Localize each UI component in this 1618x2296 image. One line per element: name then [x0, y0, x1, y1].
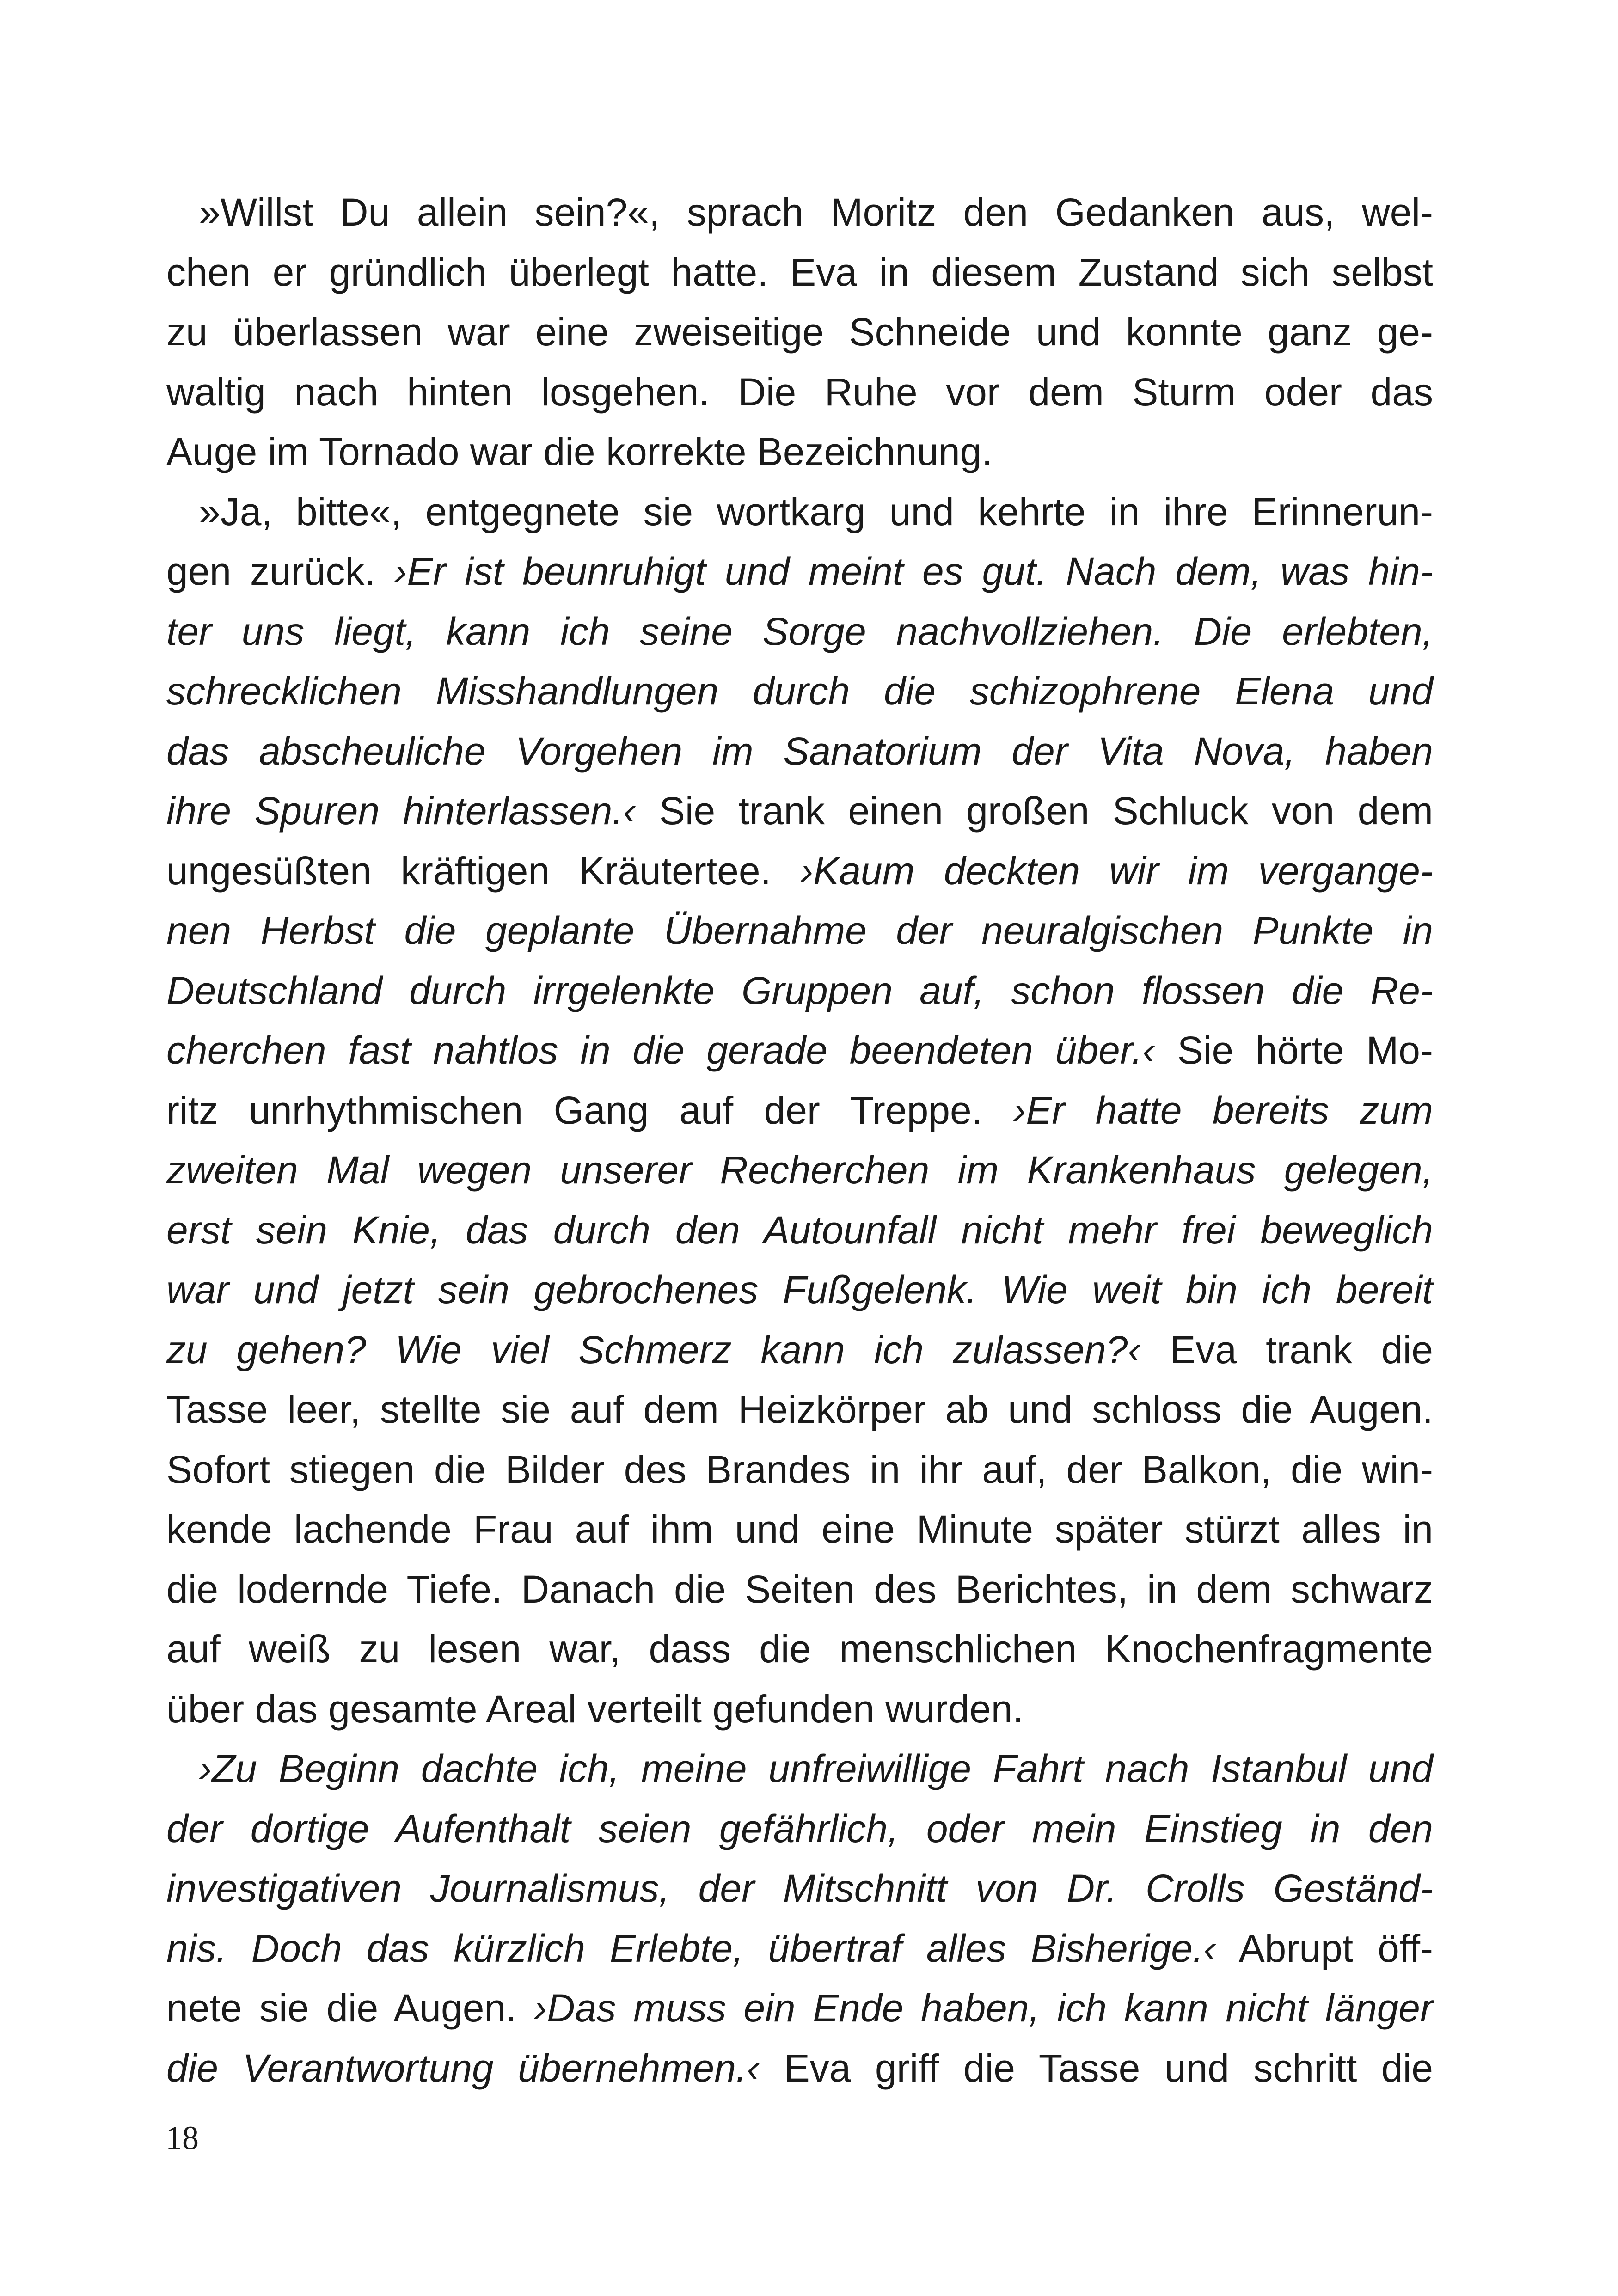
text-line — [166, 1380, 1433, 1440]
text-line — [166, 362, 1433, 422]
text-line — [166, 661, 1433, 722]
text-line — [166, 901, 1433, 961]
text-line — [166, 1440, 1433, 1500]
text-line — [166, 1200, 1433, 1261]
text-line — [166, 183, 1433, 243]
text-line — [166, 781, 1433, 841]
text-segment: Auge im Tornado war die korrekte Bezeichnung. — [166, 430, 993, 473]
text-line — [166, 2039, 1433, 2099]
text-segment: nete sie die Augen. — [166, 1986, 534, 2030]
text-line — [166, 1500, 1433, 1560]
italic-text-segment: investigativen Journalismus, der Mitschnitt von Dr. Crolls Geständ- — [166, 1867, 1433, 1910]
text-line — [166, 722, 1433, 782]
italic-text-segment: nis. Doch das kürzlich Erlebte, übertraf alles Bisherige.‹ — [166, 1926, 1217, 1970]
italic-text-segment: ›Er hatte bereits zum — [1013, 1088, 1434, 1132]
italic-text-segment: schrecklichen Misshandlungen durch die schizophrene Elena und — [166, 669, 1433, 713]
text-line — [166, 302, 1433, 362]
text-segment: Eva griff die Tasse und schritt die — [760, 2046, 1434, 2090]
italic-text-segment: zweiten Mal wegen unserer Recherchen im Krankenhaus gelegen, — [166, 1148, 1433, 1192]
italic-text-segment: Deutschland durch irrgelenkte Gruppen auf, schon flossen die Re- — [166, 968, 1433, 1012]
text-line — [166, 1320, 1433, 1380]
italic-text-segment: erst sein Knie, das durch den Autounfall nicht mehr frei beweglich — [166, 1208, 1433, 1252]
text-line — [166, 422, 1433, 482]
text-segment: auf weiß zu lesen war, dass die menschlichen Knochenfragmente — [166, 1627, 1433, 1671]
text-line — [166, 961, 1433, 1021]
body-text — [166, 183, 1433, 2098]
text-segment: gen zurück. — [166, 550, 394, 593]
text-line — [166, 482, 1433, 542]
text-segment: Sie trank einen großen Schluck von dem — [636, 789, 1433, 833]
text-segment: zu überlassen war eine zweiseitige Schneide und konnte ganz ge- — [166, 310, 1433, 354]
text-segment: Tasse leer, stellte sie auf dem Heizkörper ab und schloss die Augen. — [166, 1388, 1433, 1431]
italic-text-segment: die Verantwortung übernehmen.‹ — [166, 2046, 760, 2090]
text-segment: »Willst Du allein sein?«, sprach Moritz den Gedanken aus, wel- — [199, 190, 1433, 234]
italic-text-segment: ›Das muss ein Ende haben, ich kann nicht länger — [534, 1986, 1433, 2030]
italic-text-segment: cherchen fast nahtlos in die gerade beendeten über.‹ — [166, 1029, 1155, 1072]
text-segment: chen er gründlich überlegt hatte. Eva in diesem Zustand sich selbst — [166, 250, 1433, 294]
text-segment: über das gesamte Areal verteilt gefunden wurden. — [166, 1687, 1024, 1731]
text-line — [166, 1739, 1433, 1799]
text-line — [166, 1619, 1433, 1679]
text-line — [166, 1799, 1433, 1859]
italic-text-segment: ›Kaum deckten wir im vergange- — [800, 849, 1433, 893]
text-segment: kende lachende Frau auf ihm und eine Minute später stürzt alles in — [166, 1507, 1433, 1551]
text-segment: die lodernde Tiefe. Danach die Seiten des Berichtes, in dem schwarz — [166, 1567, 1433, 1611]
text-segment: ungesüßten kräftigen Kräutertee. — [166, 849, 801, 893]
text-line — [166, 602, 1433, 662]
text-line — [166, 841, 1433, 901]
text-line — [166, 1679, 1433, 1739]
text-line — [166, 1859, 1433, 1919]
page-number: 18 — [165, 2119, 199, 2156]
text-line — [166, 1560, 1433, 1620]
italic-text-segment: nen Herbst die geplante Übernahme der neuralgischen Punkte in — [166, 909, 1433, 952]
text-line — [166, 1919, 1433, 1979]
text-line — [166, 1021, 1433, 1081]
italic-text-segment: der dortige Aufenthalt seien gefährlich, oder mein Einstieg in den — [166, 1806, 1433, 1850]
italic-text-segment: war und jetzt sein gebrochenes Fußgelenk. Wie weit bin ich bereit — [166, 1268, 1433, 1311]
text-segment: ritz unrhythmischen Gang auf der Treppe. — [166, 1088, 1013, 1132]
text-segment: Sie hörte Mo- — [1155, 1029, 1433, 1072]
text-line — [166, 1140, 1433, 1200]
italic-text-segment: ›Zu Beginn dachte ich, meine unfreiwillige Fahrt nach Istanbul und — [199, 1747, 1433, 1790]
text-line — [166, 1260, 1433, 1320]
italic-text-segment: zu gehen? Wie viel Schmerz kann ich zulassen?‹ — [166, 1328, 1141, 1371]
italic-text-segment: das abscheuliche Vorgehen im Sanatorium der Vita Nova, haben — [166, 729, 1433, 773]
italic-text-segment: ter uns liegt, kann ich seine Sorge nachvollziehen. Die erlebten, — [166, 609, 1433, 653]
text-line — [166, 1081, 1433, 1141]
text-segment: waltig nach hinten losgehen. Die Ruhe vor dem Sturm oder das — [166, 370, 1433, 414]
italic-text-segment: ihre Spuren hinterlassen.‹ — [166, 789, 636, 833]
text-segment: »Ja, bitte«, entgegnete sie wortkarg und kehrte in ihre Erinnerun- — [199, 490, 1433, 533]
text-segment: Abrupt öff- — [1216, 1926, 1433, 1970]
text-line — [166, 243, 1433, 303]
text-line — [166, 542, 1433, 602]
text-segment: Sofort stiegen die Bilder des Brandes in ihr auf, der Balkon, die win- — [166, 1447, 1433, 1491]
italic-text-segment: ›Er ist beunruhigt und meint es gut. Nach dem, was hin- — [394, 550, 1434, 593]
text-segment: Eva trank die — [1140, 1328, 1433, 1371]
text-line — [166, 1978, 1433, 2039]
